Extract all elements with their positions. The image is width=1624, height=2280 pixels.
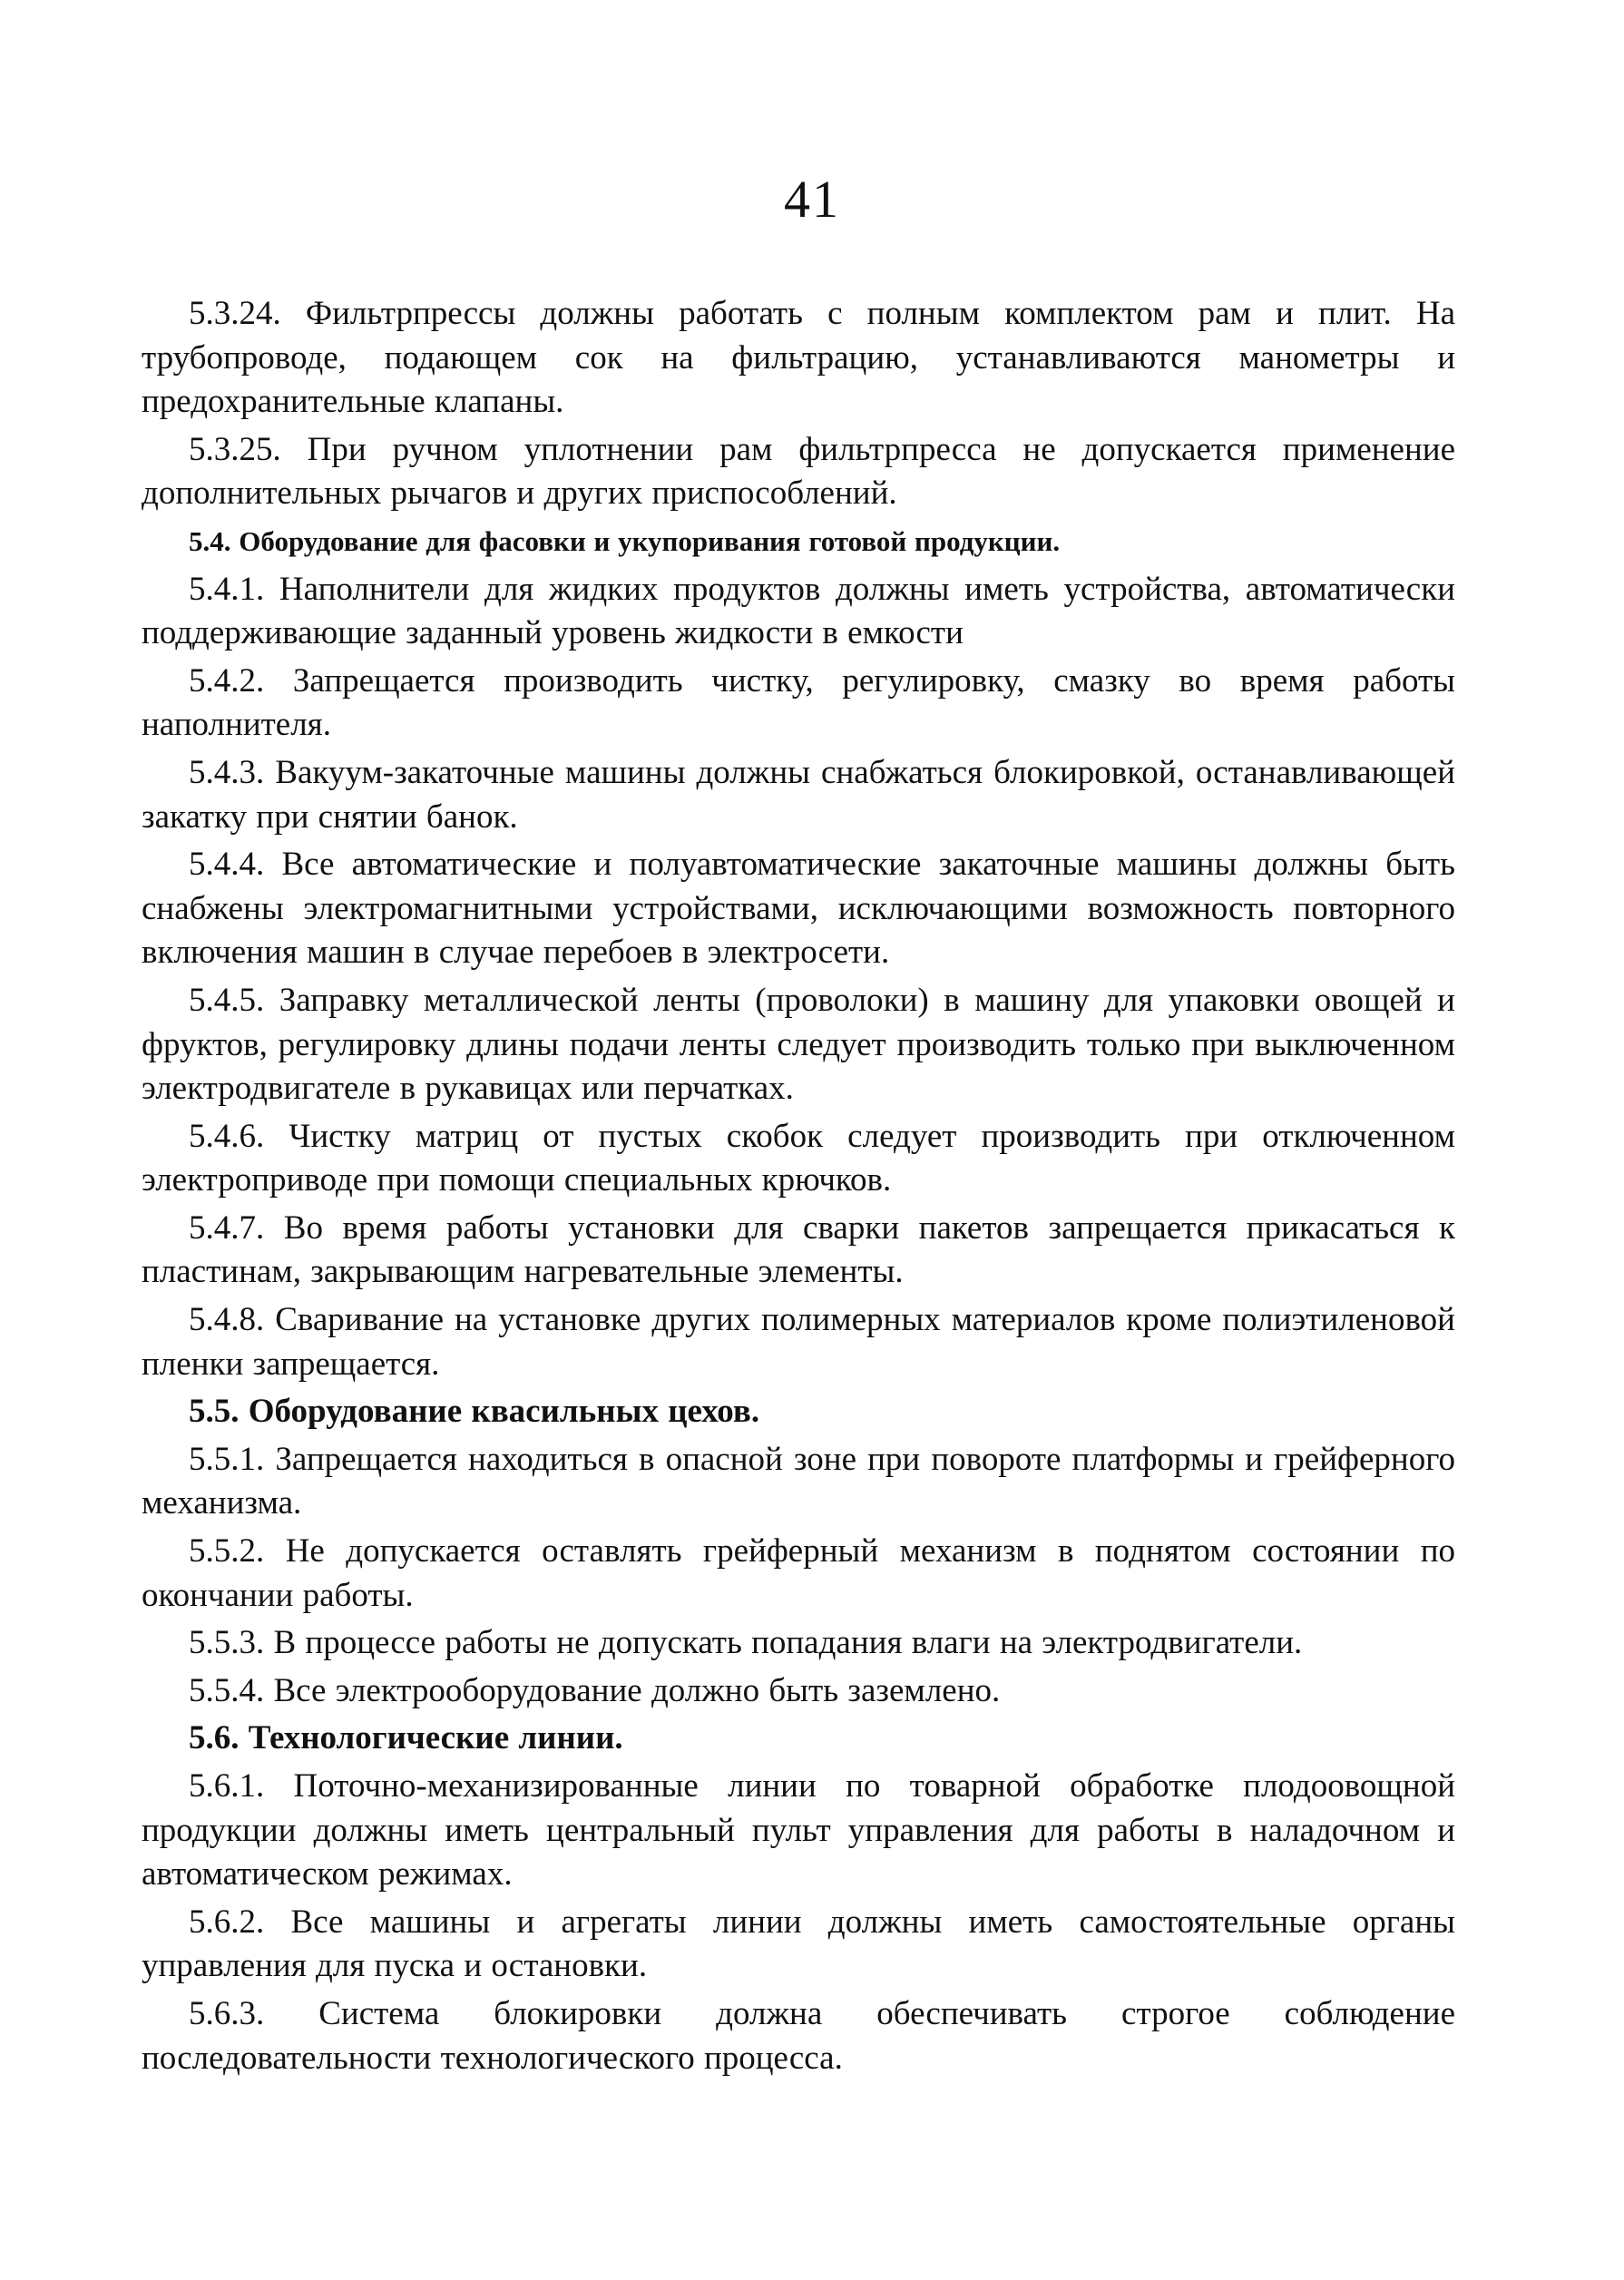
paragraph-5-4-8: 5.4.8. Сваривание на установке других полимерных материалов кроме полиэтиленовой пленки запрещается.: [142, 1301, 1455, 1383]
paragraph-5-4-2: 5.4.2. Запрещается производить чистку, регулировку, смазку во время работы наполнителя.: [142, 661, 1455, 744]
paragraph-5-4-6: 5.4.6. Чистку матриц от пустых скобок следует производить при отключенном электроприводе при помощи специальных крючков.: [142, 1117, 1455, 1199]
page-number: 41: [784, 170, 840, 229]
paragraph-5-5-1: 5.5.1. Запрещается находиться в опасной зоне при повороте платформы и грейферного механизма.: [142, 1440, 1455, 1522]
paragraph-5-5-2: 5.5.2. Не допускается оставлять грейферный механизм в поднятом состоянии по окончании работы.: [142, 1532, 1455, 1614]
section-heading-5-6: 5.6. Технологические линии.: [189, 1719, 623, 1757]
paragraph-5-5-4: 5.5.4. Все электрооборудование должно быть заземлено.: [189, 1671, 1001, 1709]
paragraph-5-6-1: 5.6.1. Поточно-механизированные линии по товарной обработке плодоовощной продукции должны иметь центральный пульт управления для работы в наладочном и автоматическом режимах.: [142, 1767, 1455, 1893]
paragraph-5-4-1: 5.4.1. Наполнители для жидких продуктов должны иметь устройства, автоматически поддерживающие заданный уровень жидкости в емкости: [142, 570, 1455, 652]
section-heading-5-5: 5.5. Оборудование квасильных цехов.: [189, 1393, 760, 1431]
paragraph-5-6-3: 5.6.3. Система блокировки должна обеспечивать строгое соблюдение последовательности технологического процесса.: [142, 1994, 1455, 2077]
paragraph-5-4-4: 5.4.4. Все автоматические и полуавтоматические закаточные машины должны быть снабжены электромагнитными устройствами, исключающими возможность повторного включения машин в случае перебоев в электросети.: [142, 846, 1455, 972]
paragraph-5-3-25: 5.3.25. При ручном уплотнении рам фильтрпресса не допускается применение дополнительных рычагов и других приспособлений.: [142, 430, 1455, 513]
paragraph-5-4-3: 5.4.3. Вакуум-закаточные машины должны снабжаться блокировкой, останавливающей закатку при снятии банок.: [142, 753, 1455, 836]
document-body: [142, 292, 1455, 2084]
section-heading-5-4: 5.4. Оборудование для фасовки и укупоривания готовой продукции.: [189, 524, 1061, 557]
paragraph-5-6-2: 5.6.2. Все машины и агрегаты линии должны иметь самостоятельные органы управления для пуска и остановки.: [142, 1903, 1455, 1985]
paragraph-5-4-7: 5.4.7. Во время работы установки для сварки пакетов запрещается прикасаться к пластинам, закрывающим нагревательные элементы.: [142, 1208, 1455, 1291]
paragraph-5-5-3: 5.5.3. В процессе работы не допускать попадания влаги на электродвигатели.: [189, 1624, 1303, 1662]
paragraph-5-4-5: 5.4.5. Заправку металлической ленты (проволоки) в машину для упаковки овощей и фруктов, регулировку длины подачи ленты следует производить только при выключенном электродвигателе в рукавицах или перчатках.: [142, 981, 1455, 1108]
paragraph-5-3-24: 5.3.24. Фильтрпрессы должны работать с полным комплектом рам и плит. На трубопроводе, подающем сок на фильтрацию, устанавливаются манометры и предохранительные клапаны.: [142, 295, 1455, 421]
